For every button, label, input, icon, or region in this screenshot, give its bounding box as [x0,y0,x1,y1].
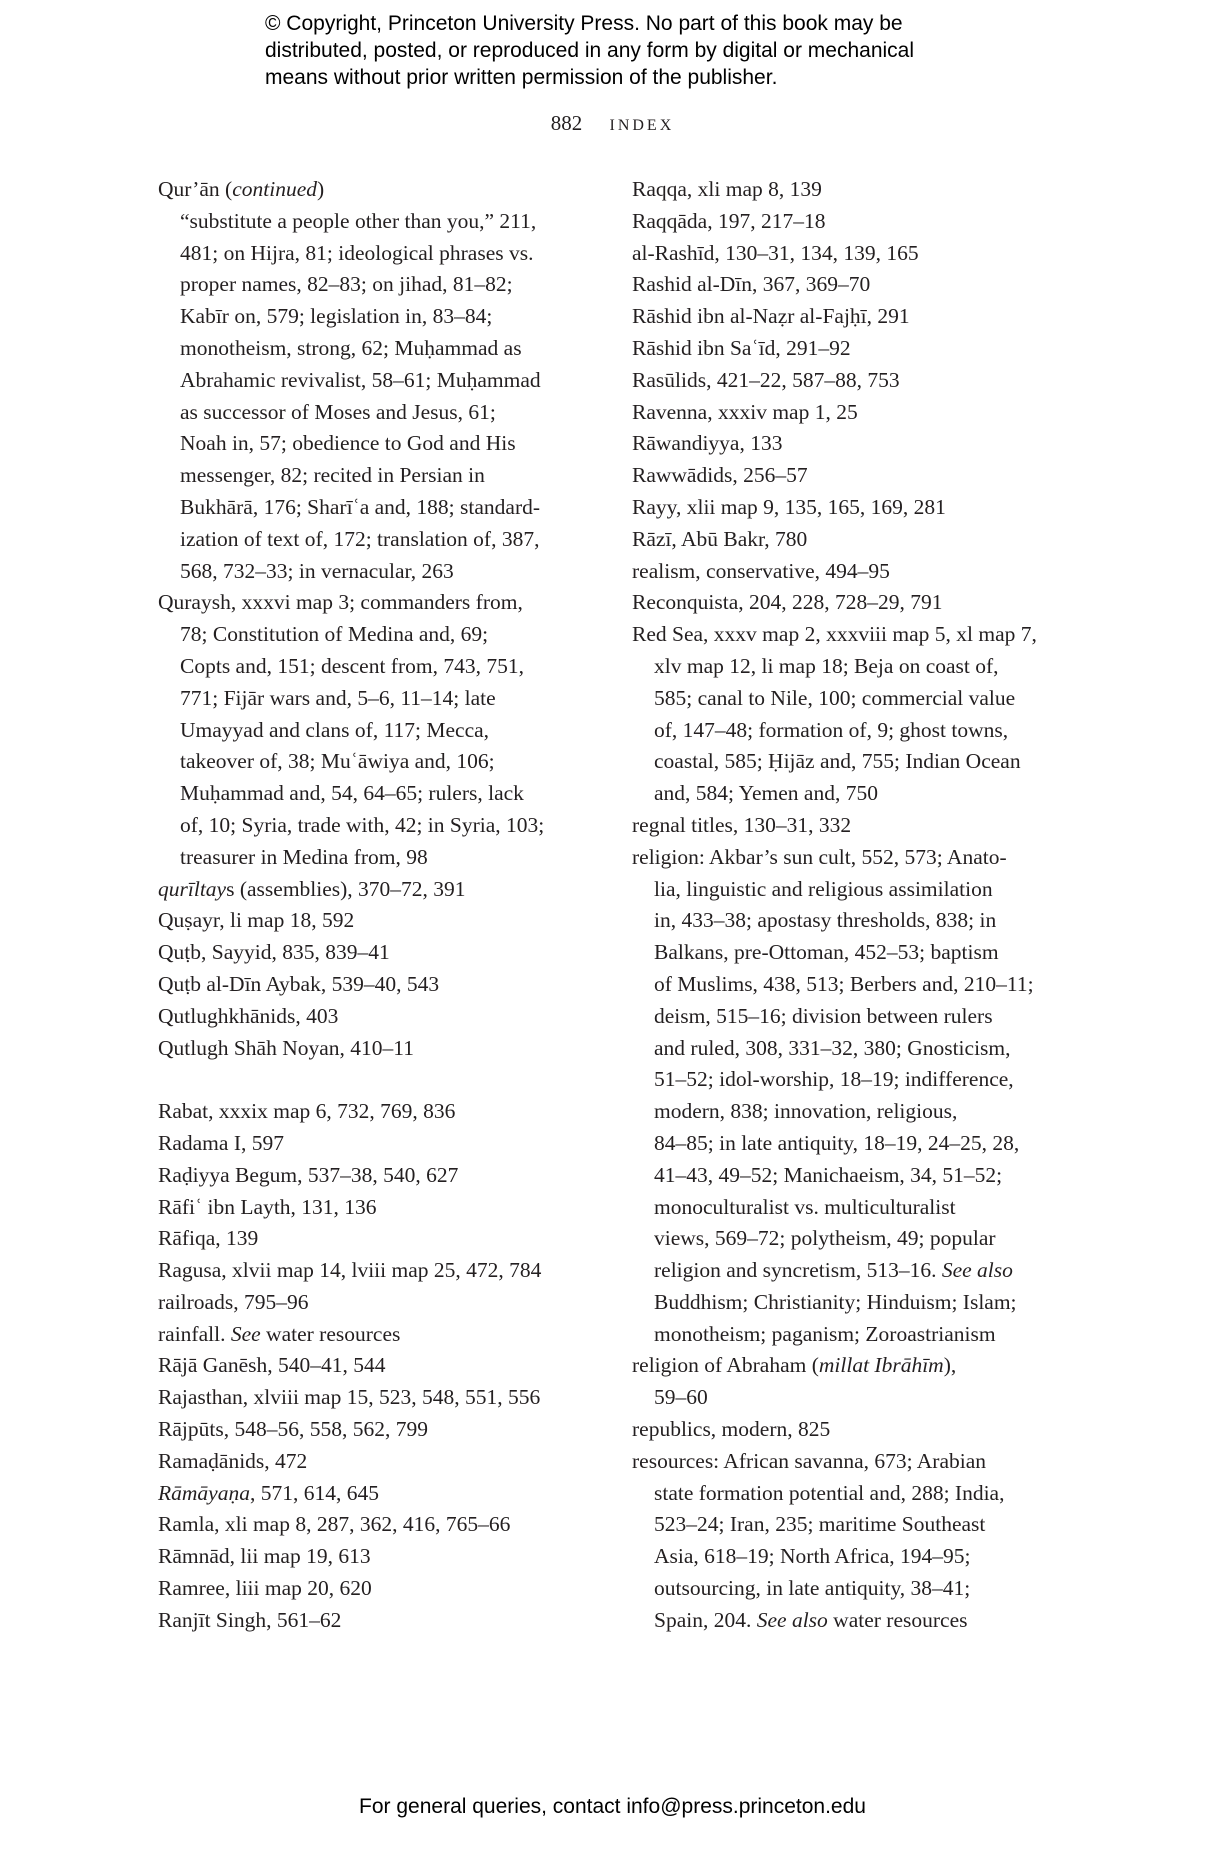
index-entry-continuation: in, 433–38; apostasy thresholds, 838; in [654,908,997,933]
copyright-line: distributed, posted, or reproduced in any form by digital or mechanical [265,39,915,62]
index-entry-continuation: 41–43, 49–52; Manichaeism, 34, 51–52; [654,1162,1003,1187]
footer-contact: For general queries, contact info@press.princeton.edu [359,1795,866,1818]
index-entry: Rāzī, Abū Bakr, 780 [632,526,808,551]
index-entry: qurīltays (assemblies), 370–72, 391 [158,876,466,901]
index-entry-continuation: religion and syncretism, 513–16. See also [654,1258,1013,1283]
index-entry: Rāfiqa, 139 [158,1226,259,1251]
index-entry: Qutlughkhānids, 403 [158,1003,339,1028]
index-entry-continuation: modern, 838; innovation, religious, [654,1099,958,1124]
index-entry: Red Sea, xxxv map 2, xxxviii map 5, xl map 7, [632,622,1037,647]
index-entry: Rajasthan, xlviii map 15, 523, 548, 551, 556 [158,1385,541,1410]
index-entry: republics, modern, 825 [632,1417,831,1442]
index-entry-continuation: 59–60 [654,1385,708,1410]
index-entry-continuation: Spain, 204. See also water resources [654,1607,968,1632]
index-entry: Quṣayr, li map 18, 592 [158,908,355,933]
index-entry: rainfall. See water resources [158,1321,401,1346]
index-entry-continuation: 51–52; idol-worship, 18–19; indifference, [654,1067,1014,1092]
index-entry-continuation: views, 569–72; polytheism, 49; popular [654,1226,996,1251]
index-entry-continuation: of Muslims, 438, 513; Berbers and, 210–11; [654,971,1034,996]
index-entry: Radama I, 597 [158,1130,284,1155]
index-entry-continuation: 771; Fijār wars and, 5–6, 11–14; late [180,685,496,710]
index-entry-continuation: “substitute a people other than you,” 211, [180,208,537,233]
index-entry-continuation: Asia, 618–19; North Africa, 194–95; [654,1544,971,1569]
index-entry: Qur’ān (continued) [158,177,325,201]
index-entry: Ramla, xli map 8, 287, 362, 416, 765–66 [158,1512,511,1537]
index-entry-continuation: state formation potential and, 288; India, [654,1480,1005,1505]
index-entry-continuation: deism, 515–16; division between rulers [654,1003,993,1028]
index-entry-continuation: and ruled, 308, 331–32, 380; Gnosticism, [654,1035,1011,1060]
index-entry: Raqqāda, 197, 217–18 [632,208,826,233]
index-entry: Raqqa, xli map 8, 139 [632,177,822,201]
index-entry: Ragusa, xlvii map 14, lviii map 25, 472, 784 [158,1258,542,1283]
index-entry-continuation: treasurer in Medina from, 98 [180,844,428,869]
page-number: 882 [550,111,583,135]
index-entry: Rāshid ibn al-Naẓr al-Fajḥī, 291 [632,304,910,329]
index-entry-continuation: Bukhārā, 176; Sharīʿa and, 188; standard- [180,494,541,519]
index-entry: Rabat, xxxix map 6, 732, 769, 836 [158,1099,456,1124]
index-entry-continuation: Kabīr on, 579; legislation in, 83–84; [180,304,493,329]
index-entry-continuation: and, 584; Yemen and, 750 [654,781,878,806]
index-entry-continuation: of, 147–48; formation of, 9; ghost towns, [654,717,1009,742]
index-column-right [632,174,1077,1637]
index-entry-continuation: proper names, 82–83; on jihad, 81–82; [180,272,513,297]
index-entry-continuation: takeover of, 38; Muʿāwiya and, 106; [180,749,495,774]
index-entry-continuation: monotheism, strong, 62; Muḥammad as [180,335,522,360]
section-title: index [609,110,675,135]
index-entry: resources: African savanna, 673; Arabian [632,1448,987,1473]
index-entry: Rayy, xlii map 9, 135, 165, 169, 281 [632,494,946,519]
index-entry: Ravenna, xxxiv map 1, 25 [632,399,858,424]
index-entry: Rāfiʿ ibn Layth, 131, 136 [158,1194,377,1219]
index-entry: Rāshid ibn Saʿīd, 291–92 [632,335,851,360]
index-entry: Rawwādids, 256–57 [632,463,808,488]
index-column-left [158,174,588,1637]
index-entry: Rashid al-Dīn, 367, 369–70 [632,272,871,297]
index-entry: Rasūlids, 421–22, 587–88, 753 [632,367,900,392]
index-entry-continuation: 585; canal to Nile, 100; commercial value [654,685,1016,710]
running-head [0,110,1225,136]
index-entry-continuation: Muḥammad and, 54, 64–65; rulers, lack [180,781,524,806]
index-entry-continuation: 523–24; Iran, 235; maritime Southeast [654,1512,986,1537]
index-entry: Qutlugh Shāh Noyan, 410–11 [158,1035,414,1060]
index-entry-continuation: as successor of Moses and Jesus, 61; [180,399,496,424]
index-entry: regnal titles, 130–31, 332 [632,812,852,837]
index-entry: realism, conservative, 494–95 [632,558,890,583]
index-entry-continuation: lia, linguistic and religious assimilation [654,876,993,901]
index-entry-continuation: Noah in, 57; obedience to God and His [180,431,516,456]
index-spacer [158,1064,588,1096]
index-entry-continuation: Balkans, pre-Ottoman, 452–53; baptism [654,940,999,965]
index-entry: Rāmnād, lii map 19, 613 [158,1544,371,1569]
index-entry-continuation: ization of text of, 172; translation of, 387, [180,526,540,551]
index-entry: railroads, 795–96 [158,1289,309,1314]
index-entry-continuation: Abrahamic revivalist, 58–61; Muḥammad [180,367,541,392]
index-entry: Rāmāyaṇa, 571, 614, 645 [158,1480,379,1505]
index-entry: Ranjīt Singh, 561–62 [158,1607,342,1632]
index-entry: Raḍiyya Begum, 537–38, 540, 627 [158,1162,459,1187]
index-entry-continuation: 84–85; in late antiquity, 18–19, 24–25, 28, [654,1130,1020,1155]
index-entry-continuation: Copts and, 151; descent from, 743, 751, [180,653,524,678]
index-entry-continuation: 78; Constitution of Medina and, 69; [180,622,489,647]
index-entry: religion: Akbar’s sun cult, 552, 573; Anato- [632,844,1007,869]
index-entry-continuation: coastal, 585; Ḥijāz and, 755; Indian Ocean [654,749,1021,774]
index-entry: Ramree, liii map 20, 620 [158,1576,372,1601]
index-entry: al-Rashīd, 130–31, 134, 139, 165 [632,240,919,265]
index-entry-continuation: monoculturalist vs. multiculturalist [654,1194,956,1219]
index-entry-continuation: outsourcing, in late antiquity, 38–41; [654,1576,971,1601]
index-entry-continuation: messenger, 82; recited in Persian in [180,463,485,488]
index-entry-continuation: of, 10; Syria, trade with, 42; in Syria, 103; [180,812,545,837]
index-entry: Quṭb al-Dīn Aybak, 539–40, 543 [158,971,440,996]
index-entry: Quraysh, xxxvi map 3; commanders from, [158,590,523,615]
index-entry-continuation: Umayyad and clans of, 117; Mecca, [180,717,490,742]
index-entry-continuation: monotheism; paganism; Zoroastrianism [654,1321,996,1346]
index-entry: Reconquista, 204, 228, 728–29, 791 [632,590,943,615]
copyright-line: means without prior written permission of the publisher. [265,66,778,89]
index-entry: Rājpūts, 548–56, 558, 562, 799 [158,1417,428,1442]
index-entry: religion of Abraham (millat Ibrāhīm), [632,1353,957,1378]
index-entry: Quṭb, Sayyid, 835, 839–41 [158,940,390,965]
index-entry: Rāwandiyya, 133 [632,431,783,456]
index-entry-continuation: 568, 732–33; in vernacular, 263 [180,558,454,583]
index-entry-continuation: Buddhism; Christianity; Hinduism; Islam; [654,1289,1017,1314]
index-entry-continuation: xlv map 12, li map 18; Beja on coast of, [654,653,999,678]
index-entry-continuation: 481; on Hijra, 81; ideological phrases vs. [180,240,534,265]
copyright-line: © Copyright, Princeton University Press. No part of this book may be [265,12,903,35]
index-entry: Ramaḍānids, 472 [158,1448,308,1473]
copyright-notice [265,10,1025,91]
index-entry: Rājā Ganēsh, 540–41, 544 [158,1353,386,1378]
